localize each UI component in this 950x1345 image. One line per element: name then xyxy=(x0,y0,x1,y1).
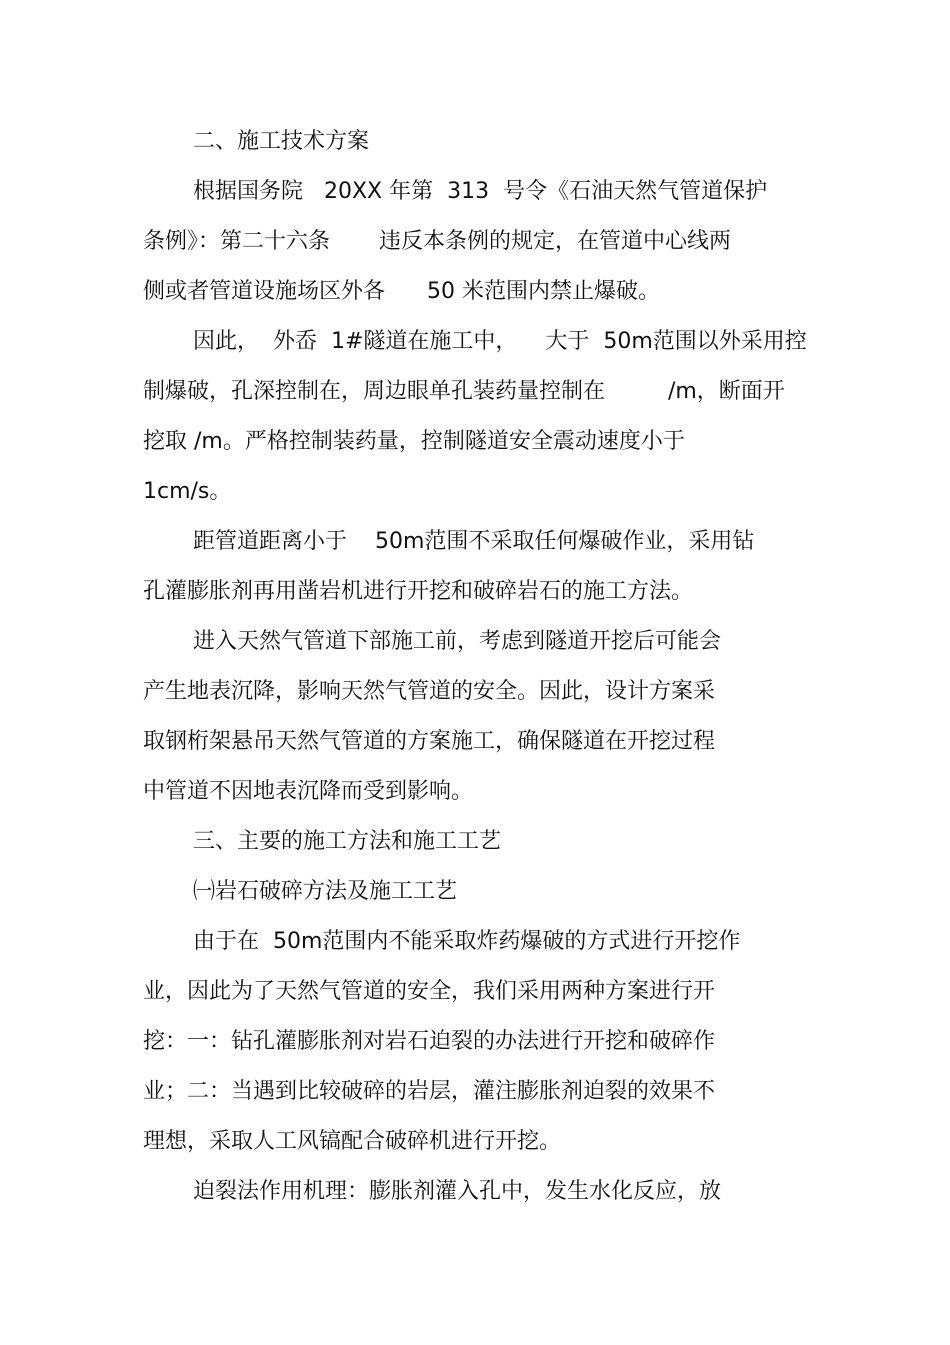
paragraph-line: 距管道距离小于 50m范围不采取任何爆破作业，采用钻 xyxy=(193,529,755,554)
paragraph-line: 中管道不因地表沉降而受到影响。 xyxy=(143,779,474,804)
paragraph-line: 挖：一：钻孔灌膨胀剂对岩石迫裂的办法进行开挖和破碎作 xyxy=(143,1029,716,1054)
subsection-heading: ㈠岩石破碎方法及施工工艺 xyxy=(193,879,458,904)
paragraph-line: 侧或者管道设施场区外各 50 米范围内禁止爆破。 xyxy=(143,279,660,304)
paragraph-line: 1cm/s。 xyxy=(143,479,232,504)
paragraph-line: 根据国务院 20XX 年第 313 号令《石油天然气管道保护 xyxy=(193,179,768,204)
paragraph-line: 挖取 /m。严格控制装药量，控制隧道安全震动速度小于 xyxy=(143,429,685,454)
section-heading: 三、主要的施工方法和施工工艺 xyxy=(193,829,502,854)
paragraph-line: 进入天然气管道下部施工前，考虑到隧道开挖后可能会 xyxy=(193,629,722,654)
paragraph-line: 取钢桁架悬吊天然气管道的方案施工，确保隧道在开挖过程 xyxy=(143,729,716,754)
paragraph-line: 制爆破，孔深控制在，周边眼单孔装药量控制在 /m，断面开 xyxy=(143,379,785,404)
paragraph-line: 条例》：第二十六条 违反本条例的规定，在管道中心线两 xyxy=(143,229,731,254)
paragraph-line: 业，因此为了天然气管道的安全，我们采用两种方案进行开 xyxy=(143,979,716,1004)
paragraph-line: 迫裂法作用机理：膨胀剂灌入孔中，发生水化反应，放 xyxy=(193,1179,722,1204)
paragraph-line: 产生地表沉降，影响天然气管道的安全。因此，设计方案采 xyxy=(143,679,716,704)
paragraph-line: 业；二：当遇到比较破碎的岩层，灌注膨胀剂迫裂的效果不 xyxy=(143,1079,716,1104)
paragraph-line: 由于在 50m范围内不能采取炸药爆破的方式进行开挖作 xyxy=(193,929,741,954)
paragraph-line: 因此， 外岙 1#隧道在施工中， 大于 50m范围以外采用控 xyxy=(193,329,807,354)
paragraph-line: 理想，采取人工风镐配合破碎机进行开挖。 xyxy=(143,1129,562,1154)
section-heading: 二、施工技术方案 xyxy=(193,129,370,154)
paragraph-line: 孔灌膨胀剂再用凿岩机进行开挖和破碎岩石的施工方法。 xyxy=(143,579,694,604)
